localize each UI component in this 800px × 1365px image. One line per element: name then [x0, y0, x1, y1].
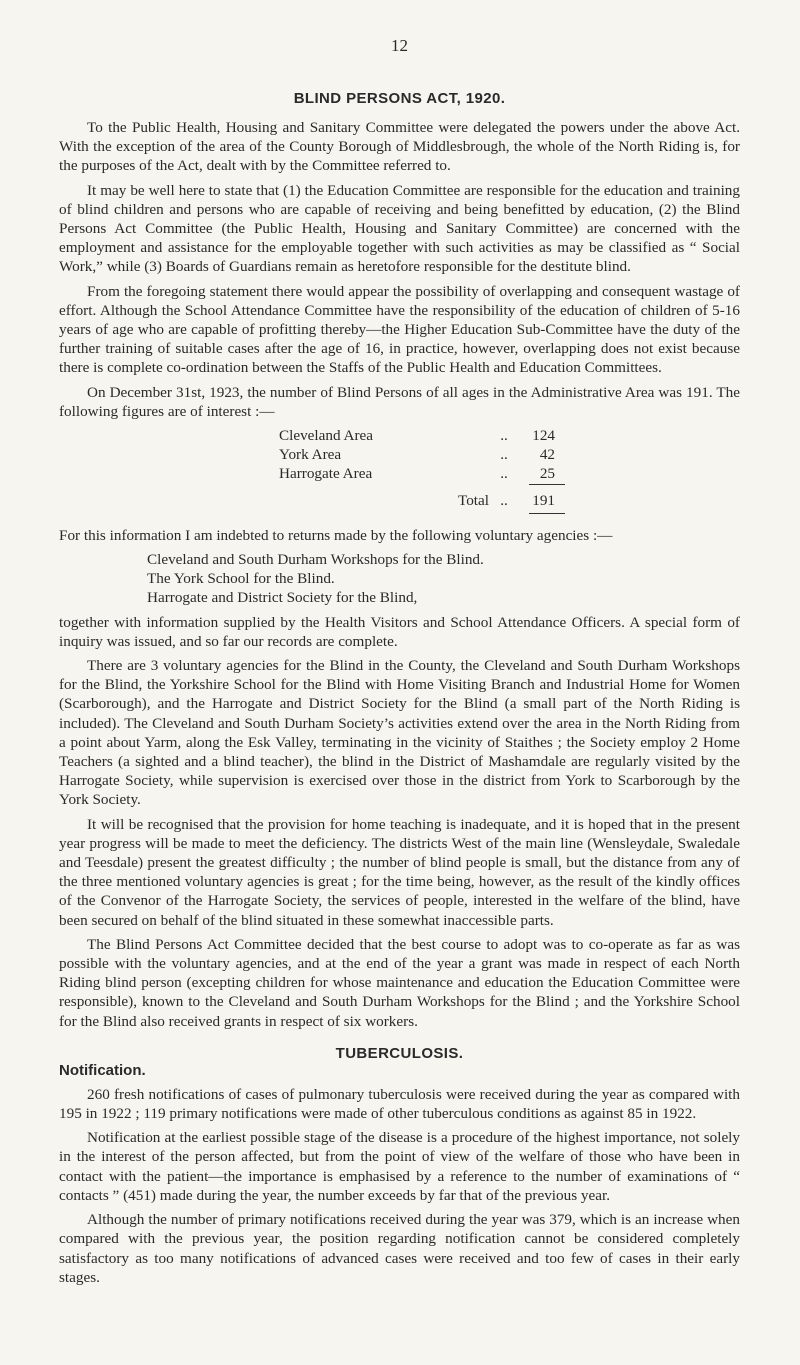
section-heading-blind-persons-act: BLIND PERSONS ACT, 1920.: [293, 90, 506, 107]
figure-value: 42: [539, 446, 555, 464]
page-number: 12: [391, 36, 408, 55]
paragraph: together with information supplied by the Health Visitors and School Attendance Officers. A special form of inquiry was issued, and so far our records are complete.: [59, 613, 740, 650]
figure-value: 124: [532, 427, 555, 445]
figure-leader: ..: [500, 491, 508, 509]
figure-leader: ..: [500, 465, 508, 483]
paragraph: It may be well here to state that (1) the Education Committee are responsible for the education and training of blind children and persons who are capable of receiving and being benefitted by education, (2) the Blind Persons Act Committee (the Public Health, Housing and Sanitary Committee) are concerned with the employment and assistance for the employable together with such activities as may be classified as “ Social Work,” while (3) Boards of Guardians remain as heretofore responsible for the destitute blind.: [59, 181, 740, 276]
paragraph: From the foregoing statement there would appear the possibility of overlapping and consequent wastage of effort. Although the School Attendance Committee have the responsibility of the education of children of 5-16 years of age who are capable of profitting thereby—the Higher Education Sub-Committee have the duty of the further training of suitable cases after the age of 16, in practice, however, overlapping does not exist because there is complete co-ordination between the Staffs of the Public Health and Education Committees.: [59, 282, 740, 377]
agency-item: Harrogate and District Society for the Blind,: [147, 589, 418, 607]
agency-item: Cleveland and South Durham Workshops for the Blind.: [147, 551, 484, 568]
figure-label: Harrogate Area: [279, 465, 373, 483]
paragraph: It will be recognised that the provision for home teaching is inadequate, and it is hoped that in the present year progress will be made to meet the deficiency. The districts West of the main line (Wensleydale, Swaledale and Teesdale) present the greatest difficulty ; the number of blind people is small, but the distance from any of the three mentioned voluntary agencies is great ; for the time being, however, as the result of the kindly offices of the Convenor of the Harrogate Society, the services of people, interested in the welfare of the blind, have been secured on behalf of the blind situated in these somewhat inaccessible parts.: [59, 815, 740, 929]
figure-row: [59, 426, 740, 445]
paragraph: Notification at the earliest possible stage of the disease is a procedure of the highest importance, not solely in the interest of the person affected, but from the point of view of the welfare of those who have been in contact with the patient—the importance is emphasised by a reference to the number of examinations of “ contacts ” (451) made during the year, the number exceeds by far that of the previous year.: [59, 1129, 740, 1204]
subheading-notification: Notification.: [59, 1061, 146, 1079]
paragraph: For this information I am indebted to returns made by the following voluntary agencies :—: [59, 526, 613, 544]
sum-rule-bottom: [529, 513, 565, 520]
figure-label: York Area: [279, 446, 342, 464]
paragraph: To the Public Health, Housing and Sanitary Committee were delegated the powers under the above Act. With the exception of the area of the County Borough of Middlesbrough, the whole of the North Riding is, for the purposes of the Act, dealt with by the Committee referred to.: [59, 119, 740, 175]
total-label: Total: [458, 491, 489, 509]
paragraph: Although the number of primary notifications received during the year was 379, which is an increase when compared with the previous year, the position regarding notification cannot be considered completely satisfactory as too many notifications of advanced cases were received and too few of cases in their early stages.: [59, 1211, 740, 1286]
paragraph: 260 fresh notifications of cases of pulmonary tuberculosis were received during the year as compared with 195 in 1922 ; 119 primary notifications were made of other tuberculous conditions as against 85 in 1922.: [59, 1085, 740, 1123]
total-value: 191: [532, 491, 555, 509]
agency-list: [59, 550, 740, 608]
blind-figures-table: [59, 426, 740, 520]
figure-total-row: [59, 491, 740, 510]
figure-value: 25: [539, 465, 555, 483]
figure-row: [59, 464, 740, 483]
figure-row: [59, 445, 740, 464]
paragraph: There are 3 voluntary agencies for the Blind in the County, the Cleveland and South Durham Workshops for the Blind, the Yorkshire School for the Blind with Home Visiting Branch and Industrial Home for Women (Scarborough), and the Harrogate and District Society for the Blind (a small part of the North Riding is included). The Cleveland and South Durham Society’s activities extend over the area in the North Riding from a point about Yarm, along the Esk Valley, terminating in the vicinity of Staithes ; the Society employ 2 Home Teachers (a sighted and a blind teacher), the blind in the District of Mashamdale are regularly visited by the Harrogate Society, while supervision is exercised over those in the district from York to Scarborough by the York Society.: [59, 657, 740, 809]
figure-leader: ..: [500, 427, 508, 445]
section-heading-tuberculosis: TUBERCULOSIS.: [335, 1044, 464, 1062]
paragraph: The Blind Persons Act Committee decided that the best course to adopt was to co-operate as far as was possible with the voluntary agencies, and at the end of the year a grant was made in respect of each North Riding blind person (excepting children for whose maintenance and education the Education Committee were responsible), known to the Cleveland and South Durham Workshops for the Blind ; and the Yorkshire School for the Blind also received grants in respect of six workers.: [59, 935, 740, 1030]
agency-item: The York School for the Blind.: [147, 570, 335, 588]
figure-leader: ..: [500, 446, 508, 464]
sum-rule-top: [529, 484, 565, 491]
paragraph: On December 31st, 1923, the number of Blind Persons of all ages in the Administrative Area was 191. The following figures are of interest :—: [59, 383, 740, 420]
figure-label: Cleveland Area: [279, 427, 374, 445]
